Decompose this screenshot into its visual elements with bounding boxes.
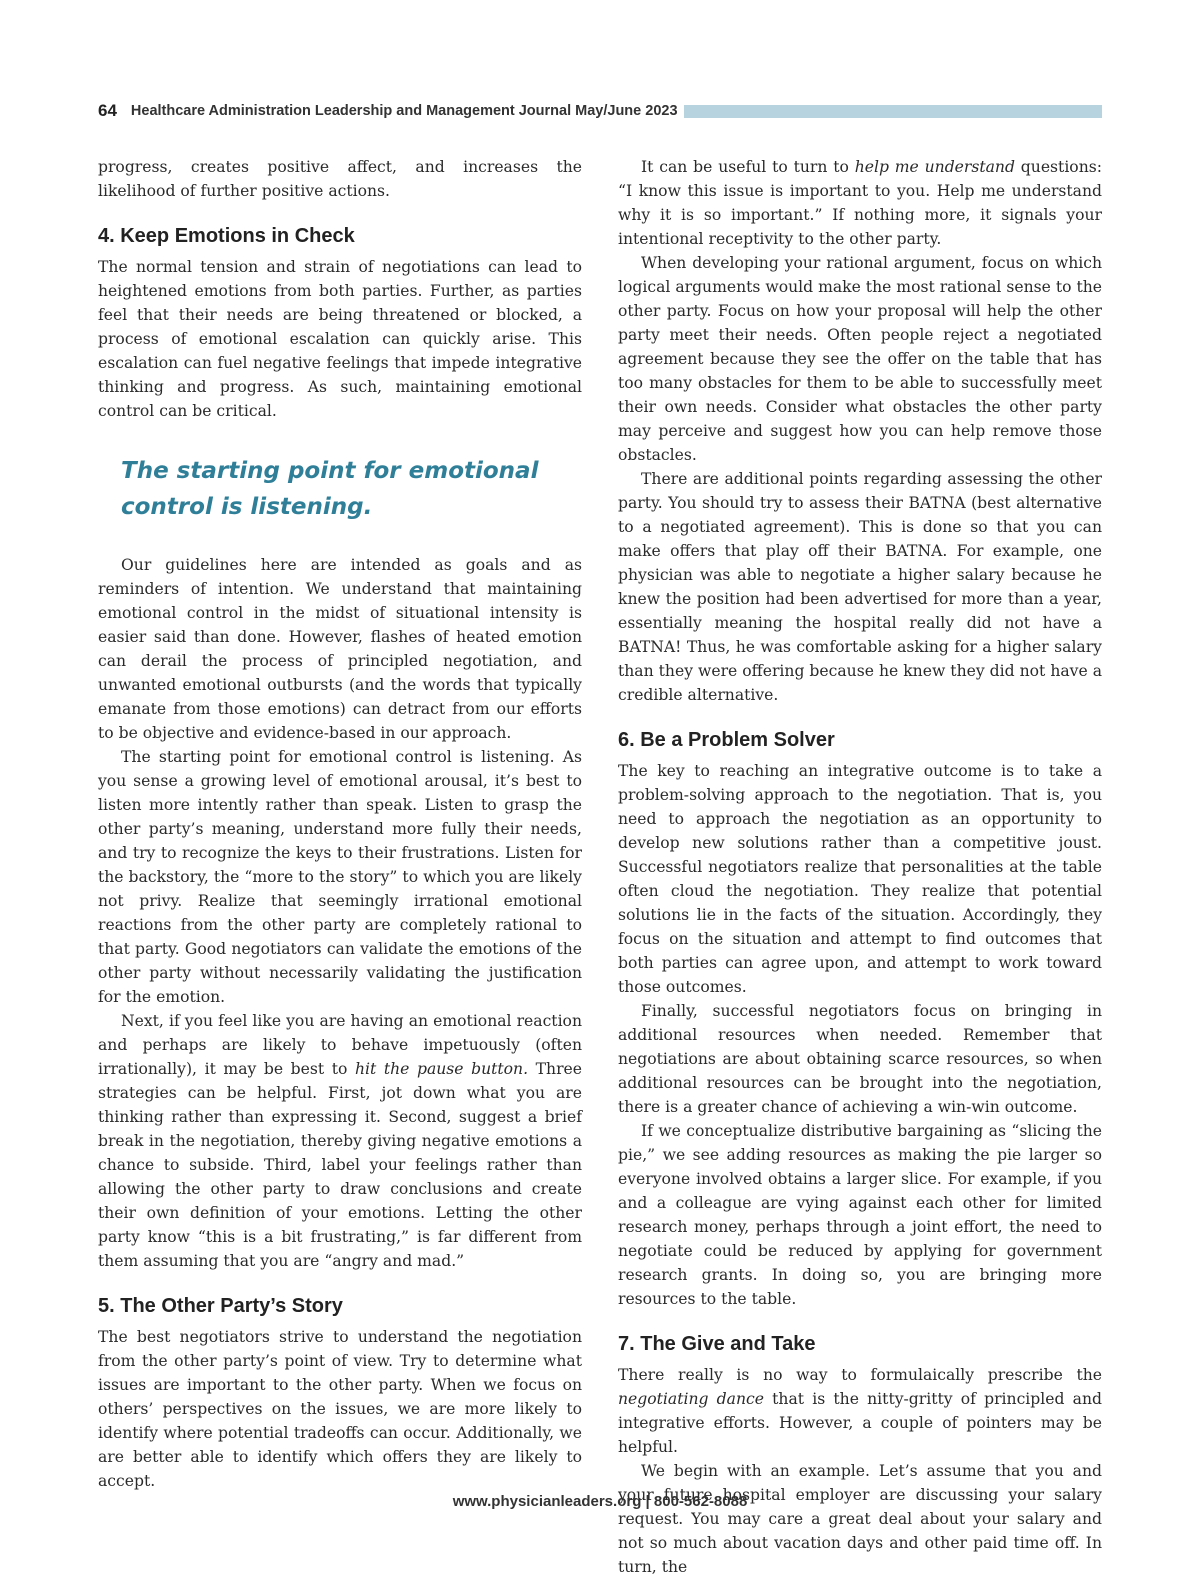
- section-6-paragraph-1: The key to reaching an integrative outcome is to take a problem-solving approach to the negotiation. That is, you need to approach the negotiation as an opportunity to develop new solutions rather than a competitive joust. Successful negotiators realize that personalities at the table often cloud the negotiation. They realize that potential solutions lie in the facts of the situation. Accordingly, they focus on the situation and attempt to find outcomes that both parties can agree upon, and attempt to work toward those outcomes.: [618, 762, 1102, 996]
- section-7-paragraph-2: We begin with an example. Let’s assume that you and your future hospital employer are discussing your salary request. You may care a great deal about your salary and not so much about vacation days and other paid time off. In turn, the: [618, 1462, 1102, 1576]
- section-4-paragraph-4: [98, 1009, 582, 1273]
- left-column: [98, 155, 582, 1493]
- emphasis-text: help me understand: [854, 158, 1015, 176]
- section-5-heading: 5. The Other Party’s Story: [98, 1295, 343, 1317]
- page-number: 64: [98, 101, 117, 120]
- emphasis-text: negotiating dance: [618, 1390, 764, 1408]
- paragraph-text: that is the nitty-gritty of principled and integrative efforts. However, a couple of pointers may be helpful.: [618, 1390, 1102, 1456]
- page-footer: www.physicianleaders.org | 800-562-8088: [452, 1493, 748, 1510]
- section-6-heading: 6. Be a Problem Solver: [618, 729, 835, 751]
- section-4-paragraph-2: Our guidelines here are intended as goals and as reminders of intention. We understand that maintaining emotional control in the midst of situational intensity is easier said than done. However, flashes of heated emotion can derail the process of principled negotiation, and unwanted emotional outbursts (and the words that typically emanate from those emotions) can detract from our efforts to be objective and evidence-based in our approach.: [98, 556, 582, 742]
- section-4-paragraph-1: The normal tension and strain of negotiations can lead to heightened emotions from both parties. Further, as parties feel that their needs are being threatened or blocked, a process of emotional escalation can quickly arise. This escalation can fuel negative feelings that impede integrative thinking and progress. As such, maintaining emotional control can be critical.: [98, 258, 582, 420]
- header-accent-bar: [684, 105, 1102, 118]
- section-5-paragraph-3: When developing your rational argument, focus on which logical arguments would make the most rational sense to the other party. Focus on how your proposal will help the other party meet their needs. Often people reject a negotiated agreement because they see the offer on the table that has too many obstacles for them to be able to successfully meet their own needs. Consider what obstacles the other party may perceive and suggest how you can help remove those obstacles.: [618, 254, 1102, 464]
- section-5-paragraph-2: [618, 155, 1102, 251]
- paragraph-text: It can be useful to turn to: [641, 158, 855, 176]
- page-header: [98, 98, 1102, 124]
- section-7-paragraph-1: [618, 1363, 1102, 1459]
- section-4-heading: 4. Keep Emotions in Check: [98, 225, 355, 247]
- paragraph-text: Three strategies can be helpful. First, jot down what you are thinking rather than expressing it. Second, suggest a brief break in the negotiation, thereby giving negative emotions a chance to subside. Third, label your feelings rather than allowing the other party to draw conclusions and create their own definition of your emotions. Letting the other party know “this is a bit frustrating,” is far different from them assuming that you are “angry and mad.”: [98, 1060, 582, 1270]
- right-column: [618, 155, 1102, 1579]
- section-5-paragraph-1: The best negotiators strive to understand the negotiation from the other party’s point of view. Try to determine what issues are important to the other party. When we focus on others’ perspectives on the issues, we are more likely to identify where potential tradeoffs can occur. Additionally, we are better able to identify which offers they are likely to accept.: [98, 1328, 582, 1490]
- section-5-paragraph-4: There are additional points regarding assessing the other party. You should try to assess their BATNA (best alternative to a negotiated agreement). This is done so that you can make offers that play off their BATNA. For example, one physician was able to negotiate a higher salary because he knew the position had been advertised for more than a year, essentially meaning the hospital really did not have a BATNA! Thus, he was comfortable asking for a higher salary than they were offering because he knew they did not have a credible alternative.: [618, 470, 1102, 704]
- section-6-paragraph-2: Finally, successful negotiators focus on bringing in additional resources when needed. Remember that negotiations are about obtaining scarce resources, so when additional resources can be brought into the negotiation, there is a greater chance of achieving a win-win outcome.: [618, 1002, 1102, 1116]
- paragraph-text: Next, if you feel like you are having an emotional reaction and perhaps are likely to behave impetuously (often irrationally), it may be best to: [98, 1012, 582, 1078]
- paragraph-text: There really is no way to formulaically prescribe the: [618, 1366, 1102, 1384]
- pull-quote: The starting point for emotional control is listening.: [121, 458, 539, 520]
- intro-paragraph: progress, creates positive affect, and increases the likelihood of further positive actions.: [98, 158, 582, 200]
- emphasis-text: hit the pause button.: [354, 1060, 529, 1078]
- section-6-paragraph-3: If we conceptualize distributive bargaining as “slicing the pie,” we see adding resources as making the pie larger so everyone involved obtains a larger slice. For example, if you and a colleague are vying against each other for limited research money, perhaps through a joint effort, the need to negotiate could be reduced by applying for government research grants. In doing so, you are bringing more resources to the table.: [618, 1122, 1102, 1308]
- journal-title: Healthcare Administration Leadership and Management Journal May/June 2023: [130, 103, 678, 119]
- paragraph-text: questions: “I know this issue is important to you. Help me understand why it is so important.” If nothing more, it signals your intentional receptivity to the other party.: [618, 158, 1102, 248]
- section-4-paragraph-3: The starting point for emotional control is listening. As you sense a growing level of emotional arousal, it’s best to listen more intently rather than speak. Listen to grasp the other party’s meaning, understand more fully their needs, and try to recognize the keys to their frustrations. Listen for the backstory, the “more to the story” to which you are likely not privy. Realize that seemingly irrational emotional reactions from the other party are completely rational to that party. Good negotiators can validate the emotions of the other party without necessarily validating the justification for the emotion.: [98, 748, 582, 1006]
- section-7-heading: 7. The Give and Take: [618, 1333, 816, 1355]
